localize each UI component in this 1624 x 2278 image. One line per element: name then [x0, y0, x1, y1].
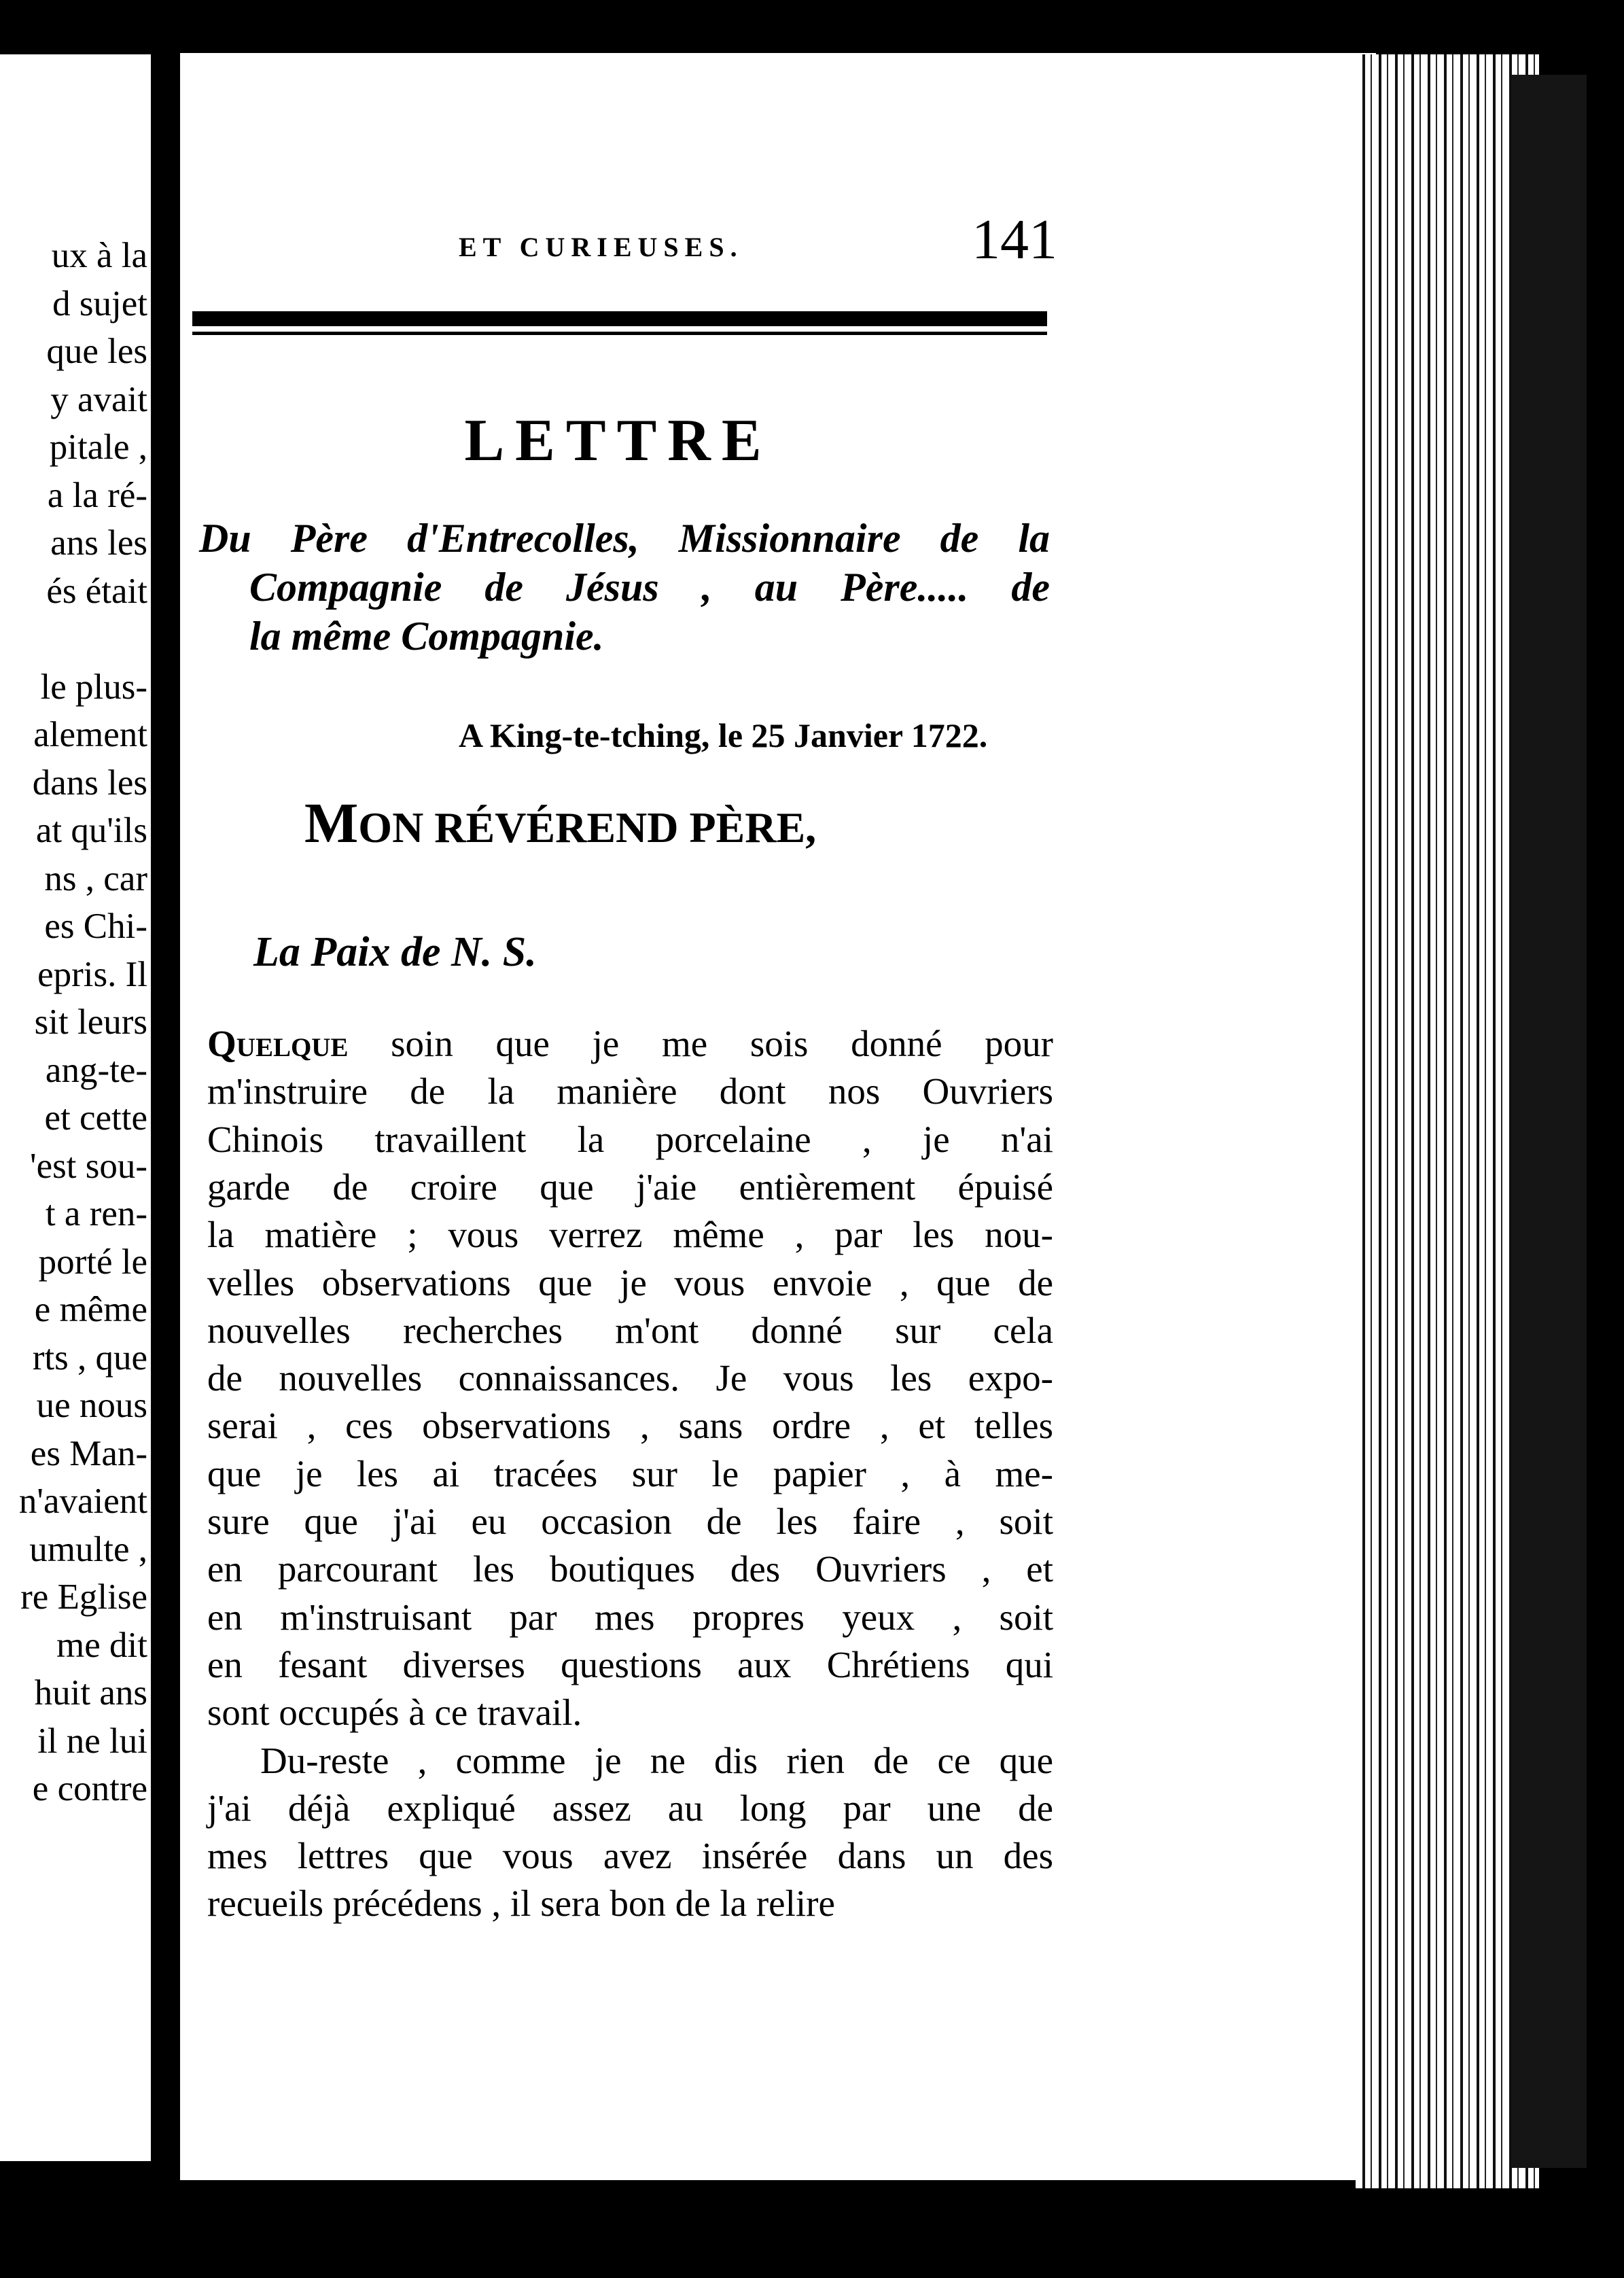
letter-subtitle-line: Compagnie de Jésus , au Père..... de [249, 565, 1050, 610]
left-page-line: ang-te- [45, 1050, 147, 1090]
left-page-line: ans les [50, 523, 147, 563]
book-fore-edge-shadow [1512, 75, 1587, 2168]
body-line: recueils précédens , il sera bon de la relire [207, 1882, 835, 1925]
left-page-line: ue nous [36, 1386, 147, 1425]
body-line: garde de croire que j'aie entièrement épuisé [207, 1166, 1053, 1208]
left-page-line: és était [46, 571, 147, 611]
left-page-fragment [0, 54, 153, 2161]
left-page-line: que les [46, 332, 147, 371]
body-line: mes lettres que vous avez insérée dans un des [207, 1835, 1053, 1877]
left-page-line: ns , car [44, 858, 147, 898]
left-page-line: a la ré- [47, 475, 147, 515]
left-page-line: le plus- [40, 667, 147, 707]
left-page-line: huit ans [34, 1673, 147, 1713]
left-page-line: ux à la [51, 236, 147, 275]
header-rule-thin [192, 332, 1047, 335]
body-line: serai , ces observations , sans ordre , et telles [207, 1405, 1053, 1447]
book-gutter [151, 41, 183, 2202]
dateline: A King-te-tching, le 25 Janvier 1722. [459, 716, 988, 754]
body-line: en fesant diverses questions aux Chrétiens qui [207, 1643, 1053, 1685]
header-rule-thick [192, 311, 1047, 326]
left-page-line: e même [34, 1290, 147, 1329]
left-page-line: n'avaient [18, 1482, 147, 1521]
left-page-line: il ne lui [37, 1721, 147, 1761]
letter-subtitle-line: la même Compagnie. [249, 614, 604, 659]
left-page-line: 'est sou- [30, 1146, 147, 1186]
body-line: sont occupés à ce travail. [207, 1692, 582, 1734]
left-page-line: dans les [32, 763, 147, 803]
body-line: nouvelles recherches m'ont donné sur cela [207, 1309, 1053, 1351]
body-line: Chinois travaillent la porcelaine , je n'ai [207, 1118, 1053, 1160]
left-page-line: e contre [32, 1769, 147, 1808]
body-line: j'ai déjà expliqué assez au long par une de [207, 1787, 1053, 1829]
salutation [304, 790, 816, 856]
body-line: que je les ai tracées sur le papier , à me- [207, 1452, 1053, 1494]
left-page-line: at qu'ils [35, 811, 147, 850]
left-page-line: umulte , [29, 1529, 147, 1569]
body-line: en m'instruisant par mes propres yeux , soit [207, 1596, 1053, 1638]
left-page-line: epris. Il [37, 954, 147, 994]
salutation-text: ON RÉVÉREND PÈRE, [358, 803, 817, 852]
right-page [180, 53, 1376, 2180]
letter-title: LETTRE [464, 408, 773, 474]
left-page-line: me dit [56, 1625, 147, 1665]
body-line [207, 1025, 1053, 1062]
body-line: Du-reste , comme je ne dis rien de ce que [260, 1739, 1053, 1781]
left-page-line: t a ren- [45, 1194, 147, 1233]
left-page-line: rts , que [32, 1337, 147, 1378]
body-line: la matière ; vous verrez même , par les nou- [207, 1214, 1053, 1256]
page-number: 141 [972, 208, 1057, 271]
left-page-line: d sujet [52, 283, 147, 323]
body-line: de nouvelles connaissances. Je vous les expo- [207, 1357, 1053, 1399]
left-page-line: es Man- [30, 1433, 147, 1473]
left-page-line: re Eglise [20, 1577, 147, 1617]
body-line: m'instruire de la manière dont nos Ouvriers [207, 1070, 1053, 1112]
opening-word: Quelque [207, 1023, 349, 1064]
body-line: velles observations que je vous envoie , que de [207, 1261, 1053, 1303]
left-page-line: alement [33, 715, 147, 754]
left-page-line: pitale , [49, 427, 147, 467]
greeting-peace: La Paix de N. S. [253, 929, 537, 975]
running-head: ET CURIEUSES. [459, 232, 743, 262]
letter-subtitle-line: Du Père d'Entrecolles, Missionnaire de la [199, 516, 1050, 561]
body-line: en parcourant les boutiques des Ouvriers , et [207, 1548, 1053, 1590]
left-page-line: es Chi- [44, 907, 147, 946]
left-page-line: y avait [50, 379, 147, 419]
salutation-initial: M [304, 792, 359, 855]
left-page-line: porté le [38, 1242, 147, 1282]
left-page-line: et cette [44, 1098, 147, 1138]
body-line-text: soin que je me sois donné pour [348, 1023, 1053, 1064]
body-line: sure que j'ai eu occasion de les faire , soit [207, 1501, 1053, 1542]
left-page-line: sit leurs [34, 1002, 147, 1042]
